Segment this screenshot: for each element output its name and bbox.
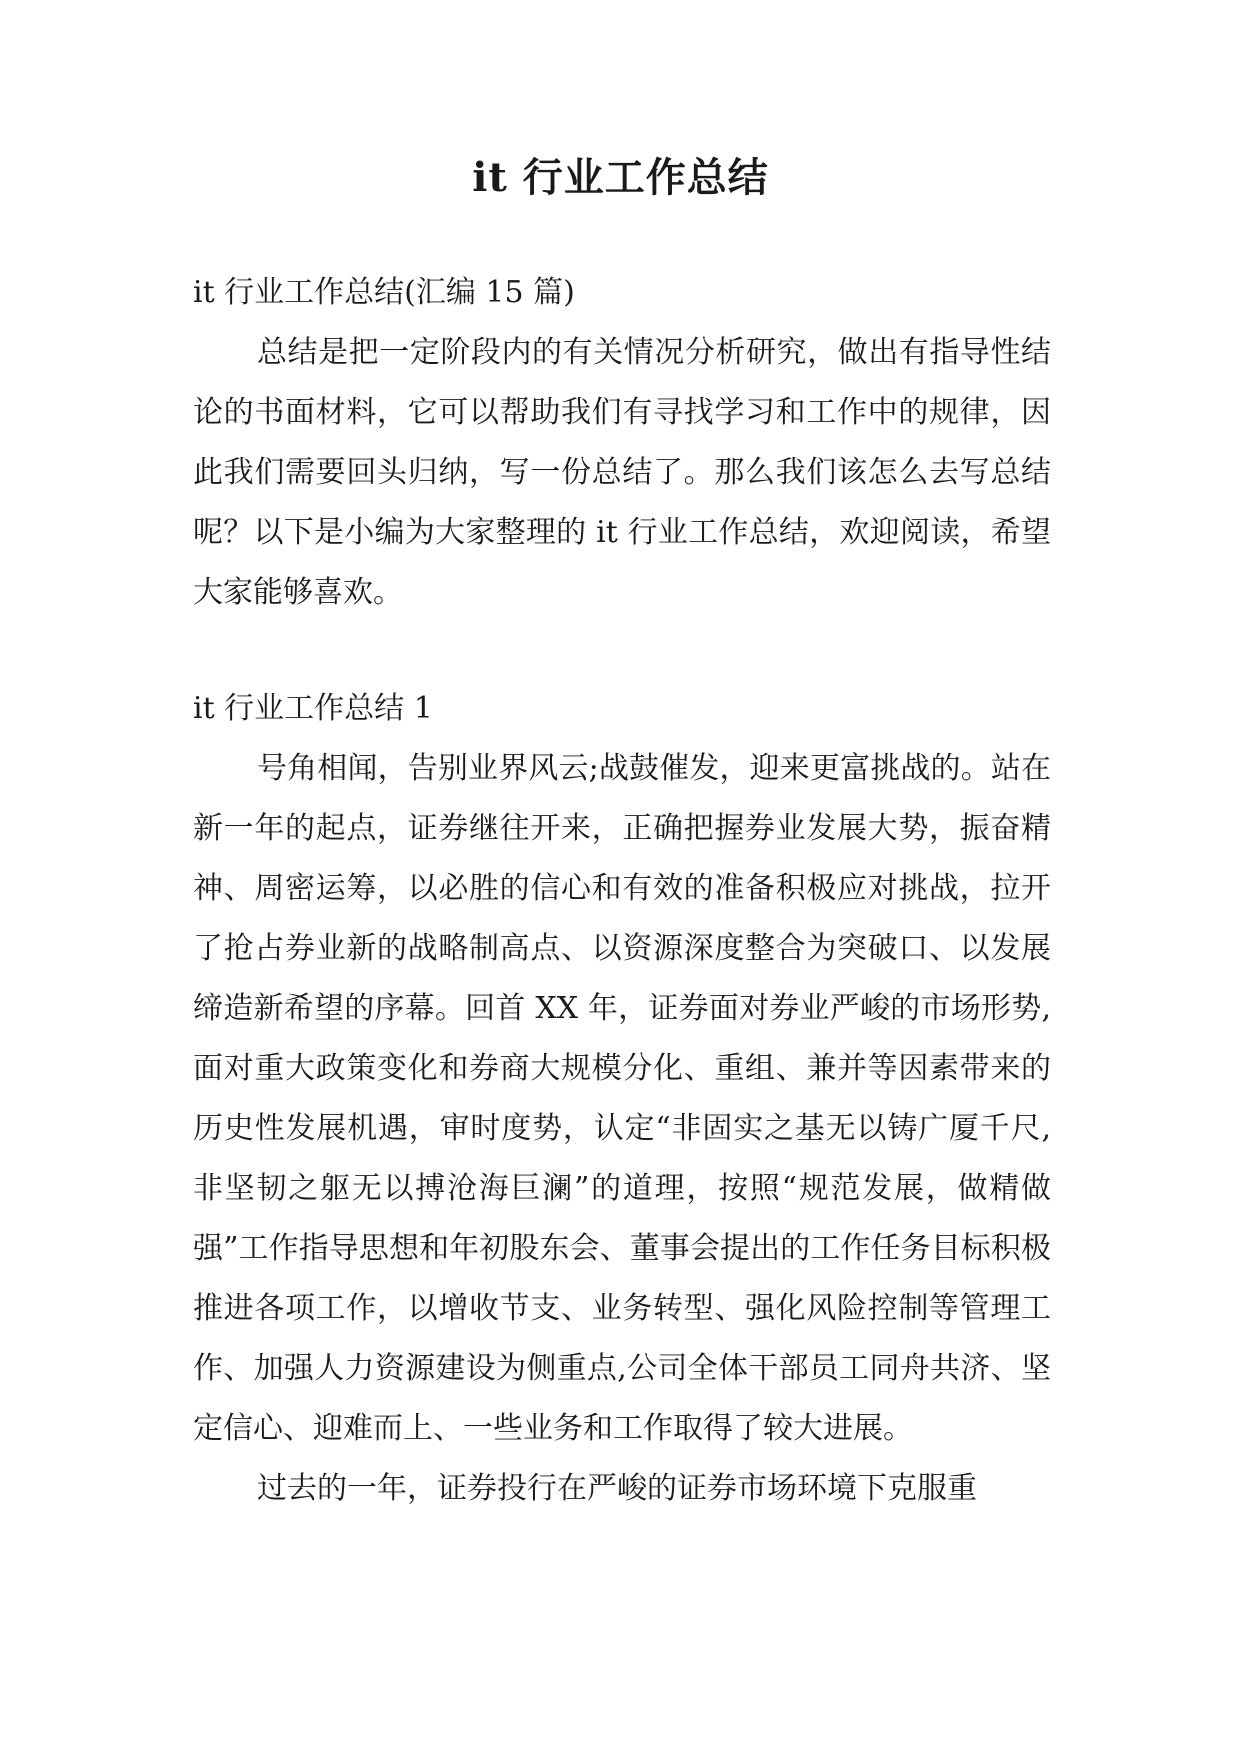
page-title: it 行业工作总结 bbox=[472, 154, 769, 201]
document-subtitle: it 行业工作总结(汇编 15 篇) bbox=[193, 275, 575, 310]
body-paragraph: 过去的一年，证券投行在严峻的证券市场环境下克服重 bbox=[257, 1471, 977, 1506]
section-spacer bbox=[193, 623, 1051, 679]
body-paragraph: 号角相闻，告别业界风云;战鼓催发，迎来更富挑战的。站在新一年的起点，证券继往开来，正确把握券业发展大势，振奋精神、周密运筹，以必胜的信心和有效的准备积极应对挑战，拉开了抢占券业新的战略制高点、以资源深度整合为突破口、以发展缔造新希望的序幕。回首 XX 年，证券面对券业严峻的市场形势,面对重大政策变化和券商大规模分化、重组、兼并等因素带来的历史性发展机遇，审时度势，认定“非固实之基无以铸广厦千尺,非坚韧之躯无以搏沧海巨澜”的道理，按照“规范发展，做精做强”工作指导思想和年初股东会、董事会提出的工作任务目标积极推进各项工作，以增收节支、业务转型、强化风险控制等管理工作、加强人力资源建设为侧重点,公司全体干部员工同舟共济、坚定信心、迎难而上、一些业务和工作取得了较大进展。 bbox=[193, 751, 1051, 1446]
intro-paragraph: 总结是把一定阶段内的有关情况分析研究，做出有指导性结论的书面材料，它可以帮助我们有寻找学习和工作中的规律，因此我们需要回头归纳，写一份总结了。那么我们该怎么去写总结呢？以下是小编为大家整理的 it 行业工作总结，欢迎阅读，希望大家能够喜欢。 bbox=[193, 335, 1051, 610]
section-heading: it 行业工作总结 1 bbox=[193, 691, 433, 726]
document-body bbox=[193, 263, 1051, 1519]
